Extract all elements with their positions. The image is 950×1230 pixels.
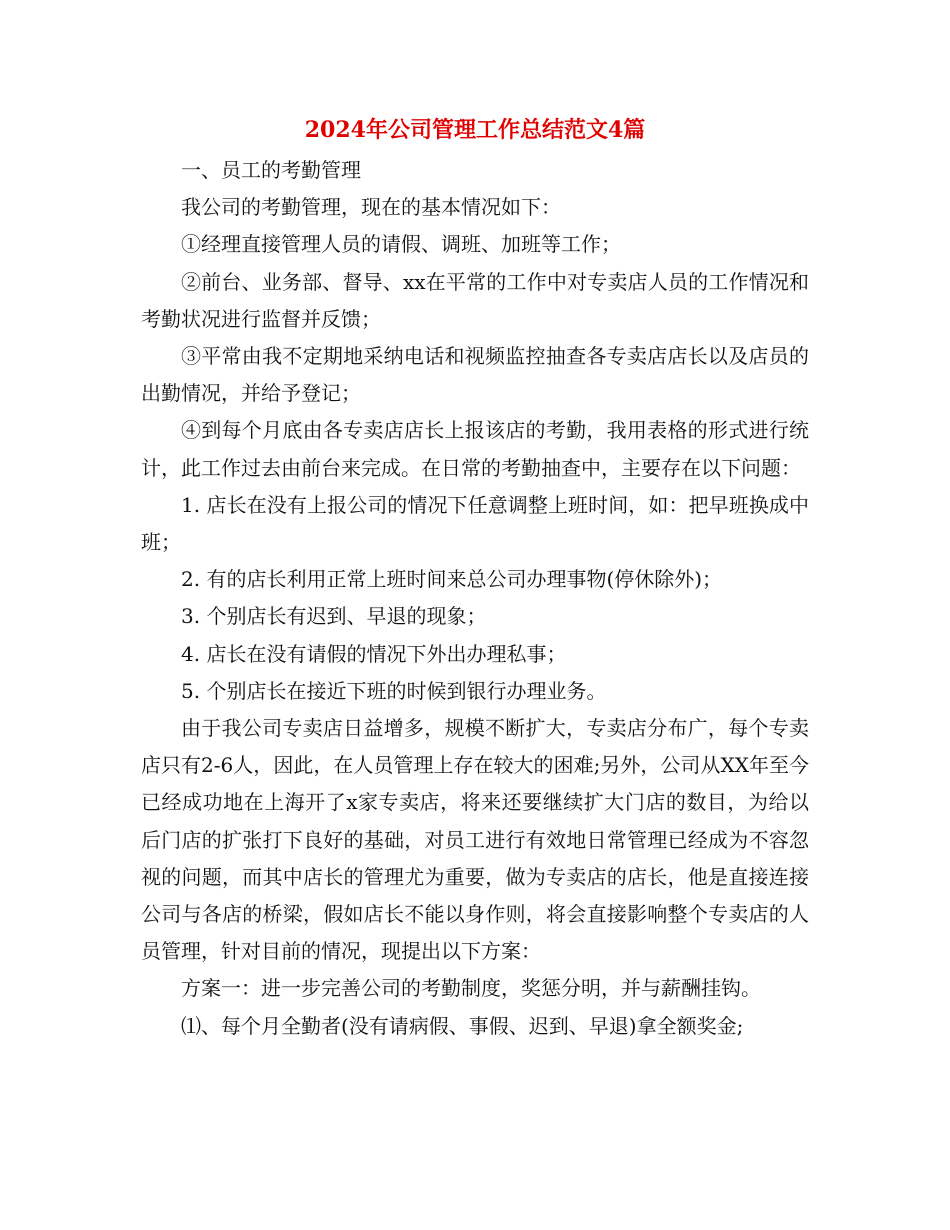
list-item: ②前台、业务部、督导、xx在平常的工作中对专卖店人员的工作情况和考勤状况进行监督并反馈； — [141, 269, 809, 331]
list-item: ④到每个月底由各专卖店店长上报该店的考勤，我用表格的形式进行统计，此工作过去由前台来完成。在日常的考勤抽查中，主要存在以下问题： — [141, 418, 809, 480]
list-item: ③平常由我不定期地采纳电话和视频监控抽查各专卖店店长以及店员的出勤情况，并给予登记； — [141, 344, 809, 406]
document-body — [141, 152, 809, 1045]
list-item: ①经理直接管理人员的请假、调班、加班等工作； — [181, 232, 621, 257]
paragraph: 方案一：进一步完善公司的考勤制度，奖惩分明，并与薪酬挂钩。 — [181, 976, 761, 1001]
list-item: 3. 个别店长有迟到、早退的现象； — [181, 604, 487, 629]
document-title: 2024年公司管理工作总结范文4篇 — [304, 117, 646, 143]
list-item: 4. 店长在没有请假的情况下外出办理私事； — [181, 641, 567, 666]
paragraph: 我公司的考勤管理，现在的基本情况如下： — [181, 195, 561, 220]
section-heading: 一、员工的考勤管理 — [181, 158, 361, 182]
list-item: 1. 店长在没有上报公司的情况下任意调整上班时间，如：把早班换成中班； — [141, 492, 809, 555]
list-item: 5. 个别店长在接近下班的时候到银行办理业务。 — [181, 678, 607, 703]
list-item: 2. 有的店长利用正常上班时间来总公司办理事物(停休除外)； — [181, 567, 723, 592]
list-item: ⑴、每个月全勤者(没有请病假、事假、迟到、早退)拿全额奖金; — [181, 1013, 744, 1038]
paragraph: 由于我公司专卖店日益增多，规模不断扩大，专卖店分布广，每个专卖店只有2-6人，因此，在人员管理上存在较大的困难;另外，公司从XX年至今已经成功地在上海开了x家专卖店，将来还要继续扩大门店的数目，为给以后门店的扩张打下良好的基础，对员工进行有效地日常管理已经成为不容忽视的问题，而其中店长的管理尤为重要，做为专卖店的店长，他是直接连接公司与各店的桥梁，假如店长不能以身作则，将会直接影响整个专卖店的人员管理，针对目前的情况，现提出以下方案： — [141, 716, 809, 964]
